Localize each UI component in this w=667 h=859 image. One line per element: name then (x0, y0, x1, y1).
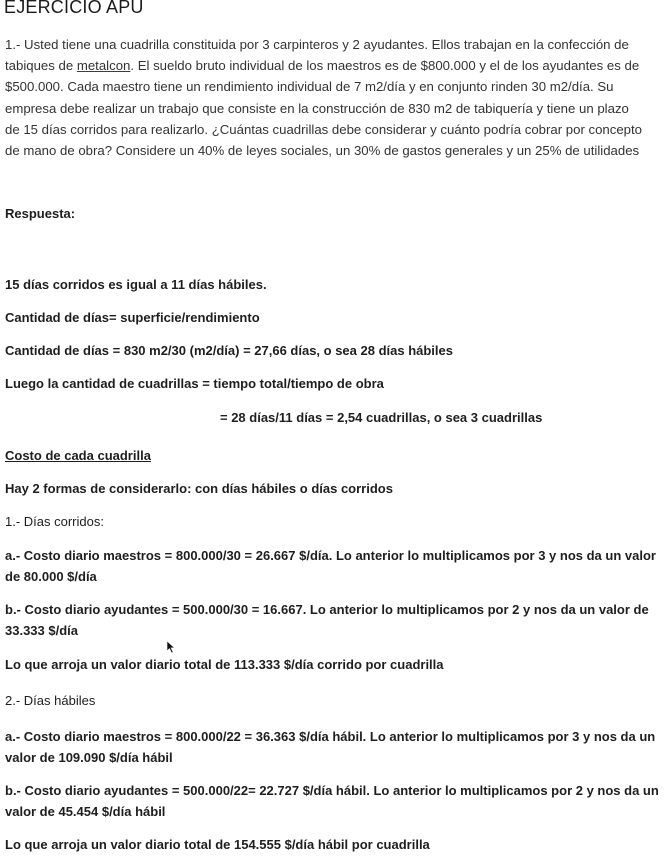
section1-item-b: b.- Costo diario ayudantes = 500.000/30 = 16.667. Lo anterior lo multiplicamos por 2 y nos da un valor de 33.333 $/día (5, 602, 649, 638)
mouse-pointer-icon (166, 640, 176, 654)
section2-item-a: a.- Costo diario maestros = 800.000/22 = 36.363 $/día hábil. Lo anterior lo multiplicamos por 3 y nos da un valor de 109.090 $/día hábil (5, 729, 656, 765)
section1-title: 1.- Días corridos: (5, 514, 104, 529)
document-title: EJERCICIO APU (4, 0, 144, 17)
cost-heading: Costo de cada cuadrilla (5, 448, 151, 463)
section1-total: Lo que arroja un valor diario total de 113.333 $/día corrido por cuadrilla (5, 657, 444, 672)
section2-item-b: b.- Costo diario ayudantes = 500.000/22= 22.727 $/día hábil. Lo anterior lo multiplicamos por 2 y nos da un valor de 45.454 $/día hábil (5, 783, 659, 819)
crews-formula-line: Luego la cantidad de cuadrillas = tiempo total/tiempo de obra (5, 376, 384, 391)
days-calc-line: Cantidad de días = 830 m2/30 (m2/día) = 27,66 días, o sea 28 días hábiles (5, 343, 453, 358)
answer-heading: Respuesta: (5, 206, 76, 221)
crews-calc-line: = 28 días/11 días = 2,54 cuadrillas, o sea 3 cuadrillas (220, 410, 543, 425)
problem-underlined-word: metalcon (76, 58, 131, 74)
problem-text-part1: 1.- Usted tiene una cuadrilla constituida por 3 carpinteros y 2 ayudantes. Ellos trabajan en la confección de tabiques de (5, 37, 629, 74)
days-formula-line: Cantidad de días= superficie/rendimiento (5, 310, 260, 325)
problem-text-part2: . El sueldo bruto individual de los maestros es de $800.000 y el de los ayudantes es de $500.000. Cada maestro tiene un rendimiento individual de 7 m2/día y en conjunto rinden 30 m2/día. Su empresa debe realizar un trabajo que consiste en la construcción de 830 m2 de tabiquería y tiene un plazo de 15 días corridos para realizarlo. ¿Cuántas cuadrillas debe considerar y cuánto podría cobrar por concepto de mano de obra? Considere un 40% de leyes sociales, un 30% de gastos generales y un 25% de utilidades (5, 58, 643, 159)
section1-item-a: a.- Costo diario maestros = 800.000/30 = 26.667 $/día. Lo anterior lo multiplicamos por 3 y nos da un valor de 80.000 $/día (5, 548, 656, 584)
section2-title: 2.- Días hábiles (5, 693, 96, 708)
problem-statement (5, 34, 645, 161)
business-days-line: 15 días corridos es igual a 11 días hábiles. (5, 277, 267, 292)
section2-total: Lo que arroja un valor diario total de 154.555 $/día hábil por cuadrilla (5, 837, 430, 852)
two-ways-line: Hay 2 formas de considerarlo: con días hábiles o días corridos (5, 481, 393, 496)
